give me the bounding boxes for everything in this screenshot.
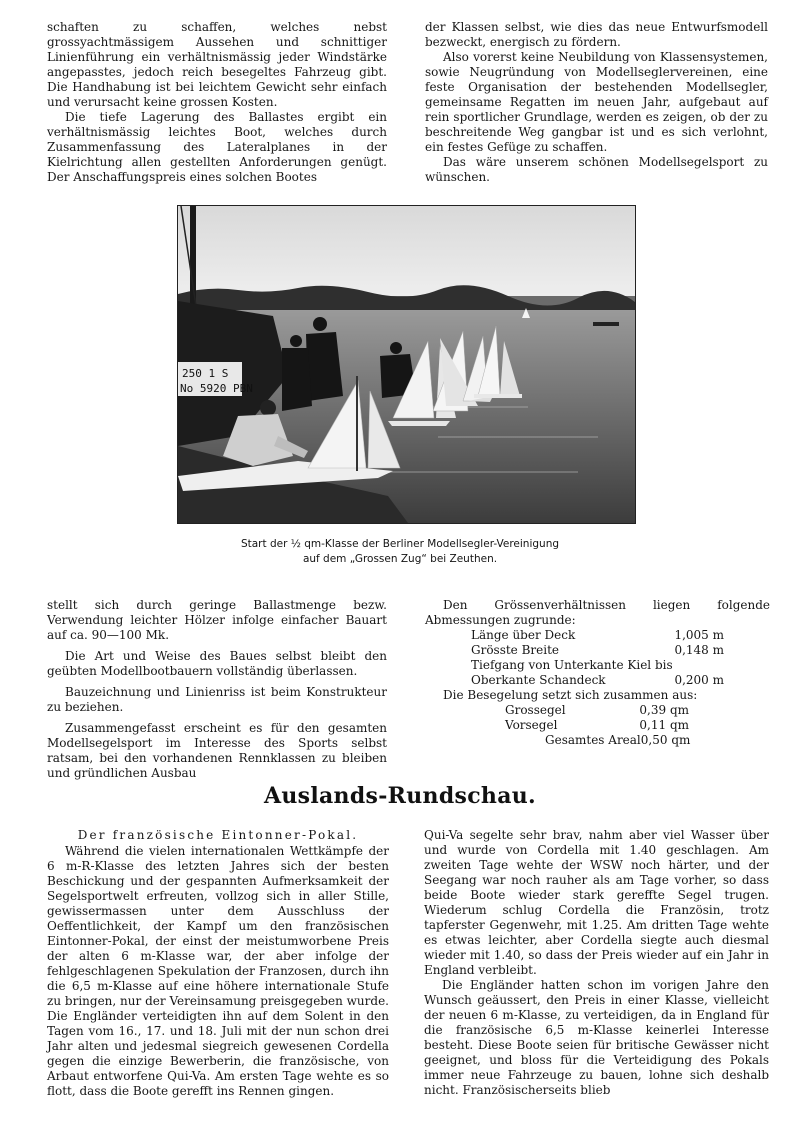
dimension-value: 0,148 m [674,643,724,657]
photo-caption [120,537,680,567]
middle-right-column [425,598,770,748]
sail-label: Vorsegel [505,718,558,732]
paragraph: schaften zu schaffen, welches nebst grossyachtmässigem Aussehen und schnittiger Linienführung ein verhältnismässig jeder Windstärke angepasstes, jedoch reich besegeltes Fahrzeug gibt. Die Handhabung ist bei leichtem Gewicht sehr einfach und verursacht keine grossen Kosten. [47,20,387,109]
section-heading: Auslands-Rundschau. [264,783,536,809]
paragraph: Qui-Va segelte sehr brav, nahm aber viel Wasser über und wurde von Cordella mit 1.40 geschlagen. Am zweiten Tage wehte der WSW noch härter, und der Seegang war noch rauher als am Tage vorher, so dass beide Boote wieder stark gereffte Segel trugen. Wiederum schlug Cordella die Französin, trotz tapferster Gegenwehr, mit 1.25. Am dritten Tage wehte es etwas leichter, aber Cordella siegte auch diesmal wieder mit 1.40, so dass der Preis wieder auf ein Jahr in England verbleibt. [424,828,769,977]
sail-label: Gesamtes Areal [545,733,641,747]
caption-line-1: Start der ½ qm-Klasse der Berliner Modellsegler-Vereinigung [240,538,560,550]
bottom-right-column [424,828,769,1098]
paragraph: Während die vielen internationalen Wettkämpfe der 6 m-R-Klasse des letzten Jahres sich der besten Beschickung und der gespannten Aufmerksamkeit der Segelsportwelt erfreuten, vollzog sich in aller Stille, gewissermassen unter dem Ausschluss der Oeffentlichkeit, der Kampf um den französischen Eintonner-Pokal, der einst der meistumworbene Preis der alten 6 m-Klasse war, der aber infolge der fehlgeschlagenen Spekulation der Franzosen, durch ihn die 6,5 m-Klasse auf eine höhere internationale Stufe zu bringen, nur der Vereinsamung preisgegeben wurde. Die Engländer verteidigten ihn auf dem Solent in den Tagen vom 16., 17. und 18. Juli mit der nun schon drei Jahr alten und jedesmal siegreich gewesenen Cordella gegen die einzige Bewerberin, die französische, von Arbaut entworfene Qui-Va. Am ersten Tage wehte es so flott, dass die Boote gerefft ins Rennen gingen. [47,844,389,1098]
sky [178,206,635,296]
paragraph: Die Engländer hatten schon im vorigen Jahre den Wunsch geäussert, den Preis in einer Klasse, vielleicht der neuen 6 m-Klasse, zu verteidigen, da in England für die französische 6,5 m-Klasse keinerlei Interesse besteht. Diese Boote seien für britische Gewässer nicht geeignet, und bloss für die Verteidigung des Pokals immer neue Fahrzeuge zu bauen, lohne sich deshalb nicht. Französischerseits blieb [424,978,769,1097]
dimension-row [471,673,724,688]
paragraph: Also vorerst keine Neubildung von Klassensystemen, sowie Neugründung von Modellseglervereinen, eine feste Organisation der bestehenden Modellsegler, gemeinsame Regatten im neuen Jahr, aufgebaut auf rein sportlicher Grundlage, werden es zeigen, ob der zu beschreitende Weg gangbar ist und es sich verlohnt, ein festes Gefüge zu schaffen. [425,50,768,154]
paragraph: Die tiefe Lagerung des Ballastes ergibt ein verhältnismässig leichtes Boot, welches durch Zusammenfassung des Lateralplanes in der Kielrichtung allen gestellten Anforderungen genügt. Der Anschaffungspreis eines solchen Bootes [47,110,387,184]
dimension-row [471,643,724,658]
dimension-label: Länge über Deck [471,628,576,642]
sail-value: 0,50 qm [640,733,691,747]
dimension-label: Tiefgang von Unterkante Kiel bis [471,658,673,672]
dimensions-intro: Den Grössenverhältnissen liegen folgende Abmessungen zugrunde: [425,598,770,627]
sail-value: 0,39 qm [639,703,689,717]
top-right-column [425,20,768,185]
paragraph: Das wäre unserem schönen Modellsegelsport zu wünschen. [425,155,768,184]
photo-illustration [178,206,635,523]
dimension-value: 1,005 m [674,628,724,642]
article-subheading: Der französische Eintonner-Pokal. [77,828,359,842]
paragraph: Die Art und Weise des Baues selbst bleibt den geübten Modellbootbauern vollständig überlassen. [47,649,387,678]
hull-marking-top: 250 1 S [182,367,229,380]
paragraph: stellt sich durch geringe Ballastmenge bezw. Verwendung leichter Hölzer infolge einfacher Bauart auf ca. 90—100 Mk. [47,598,387,642]
sail-table [425,703,770,748]
caption-line-2: auf dem „Grossen Zug“ bei Zeuthen. [302,553,498,565]
sail-label: Grossegel [505,703,566,717]
hull-marking-bottom: No 5920 PBN [180,382,253,395]
regatta-photo [177,205,636,524]
bottom-left-column [47,828,389,1099]
paragraph: Bauzeichnung und Linienriss ist beim Konstrukteur zu beziehen. [47,685,387,714]
sail-row [505,733,689,748]
sail-intro: Die Besegelung setzt sich zusammen aus: [443,688,698,702]
middle-left-column [47,598,387,781]
sail-row [505,718,689,733]
distant-rowboat [593,322,619,326]
dimension-value: 0,200 m [674,673,724,687]
top-left-column [47,20,387,185]
dimension-label: Oberkante Schandeck [471,673,606,687]
dimensions-table [425,628,770,688]
sail-value: 0,11 qm [639,718,689,732]
paragraph: Zusammengefasst erscheint es für den gesamten Modellsegelsport im Interesse des Sports selbst ratsam, bei den vorhandenen Rennklassen zu bleiben und gründlichen Ausbau [47,721,387,780]
sail-row [505,703,689,718]
dimension-row [471,658,724,673]
dimension-row [471,628,724,643]
dimension-label: Grösste Breite [471,643,560,657]
paragraph: der Klassen selbst, wie dies das neue Entwurfsmodell bezweckt, energisch zu fördern. [425,20,768,49]
